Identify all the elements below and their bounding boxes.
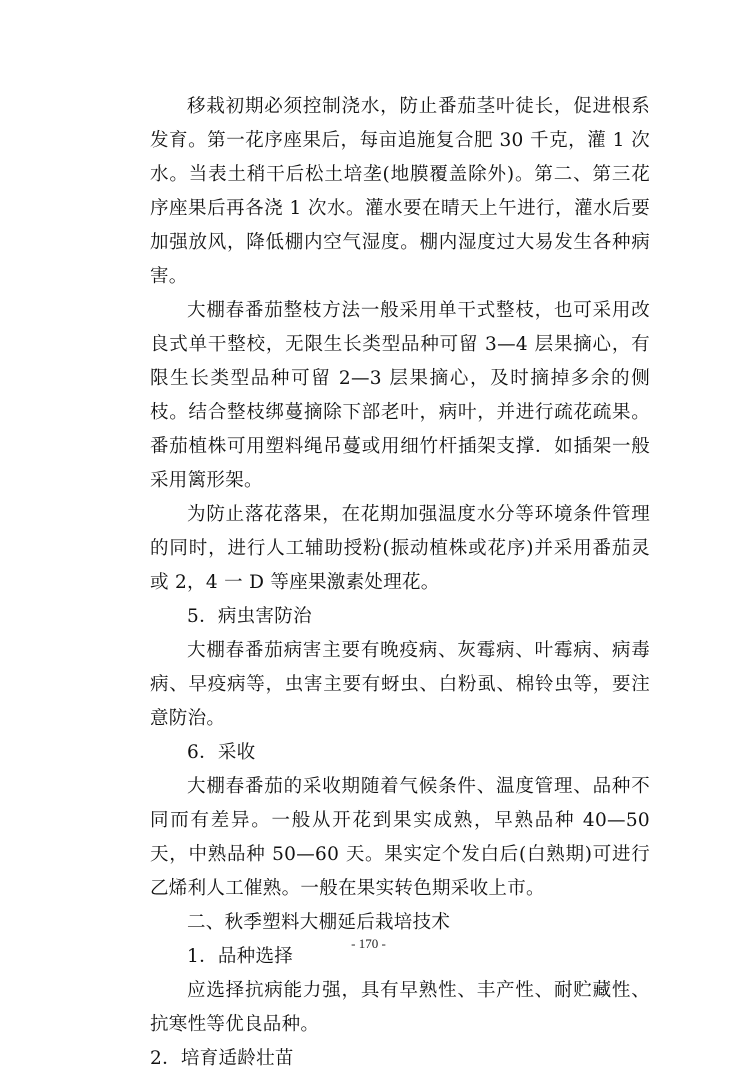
paragraph-pests: 大棚春番茄病害主要有晚疫病、灰霉病、叶霉病、病毒病、早疫病等，虫害主要有蚜虫、白粉虱、棉铃虫等，要注意防治。 [150, 640, 650, 729]
paragraph-irrigation: 移栽初期必须控制浇水，防止番茄茎叶徒长，促进根系发育。第一花序座果后，每亩追施复合肥 30 千克，灌 1 次水。当表土稍干后松土培垄(地膜覆盖除外)。第二、第三花序座果后再各浇 1 次水。灌水要在晴天上午进行，灌水后要加强放风，降低棚内空气湿度。棚内湿度过大易发生各种病害。 [150, 96, 650, 287]
paragraph-pruning: 大棚春番茄整枝方法一般采用单干式整枝，也可采用改良式单干整校，无限生长类型品种可留 3—4 层果摘心，有限生长类型品种可留 2—3 层果摘心，及时摘掉多余的侧枝。结合整枝绑蔓摘除下部老叶，病叶，并进行疏花疏果。番茄植株可用塑料绳吊蔓或用细竹杆插架支撑．如插架一般采用篱形架。 [150, 300, 650, 491]
section-heading-seedlings: 2．培育适龄壮苗 [150, 1048, 294, 1069]
chapter-heading-autumn-cultivation: 二、秋季塑料大棚延后栽培技术 [187, 912, 451, 933]
section-heading-harvest: 6．采收 [187, 742, 256, 763]
section-heading-variety-selection: 1．品种选择 [187, 946, 294, 967]
page-number: - 170 - [351, 936, 386, 951]
document-body [150, 90, 650, 1076]
paragraph-variety: 应选择抗病能力强，具有早熟性、丰产性、耐贮藏性、抗寒性等优良品种。 [150, 980, 650, 1035]
section-heading-pest-control: 5．病虫害防治 [187, 606, 312, 627]
paragraph-harvest: 大棚春番茄的采收期随着气候条件、温度管理、品种不同而有差异。一般从开花到果实成熟，早熟品种 40—50 天，中熟品种 50—60 天。果实定个发白后(白熟期)可进行乙烯利人工催熟。一般在果实转色期采收上市。 [150, 776, 650, 899]
paragraph-flower-drop: 为防止落花落果，在花期加强温度水分等环境条件管理的同时，进行人工辅助授粉(振动植株或花序)并采用番茄灵或 2，4 一 D 等座果激素处理花。 [150, 504, 650, 593]
